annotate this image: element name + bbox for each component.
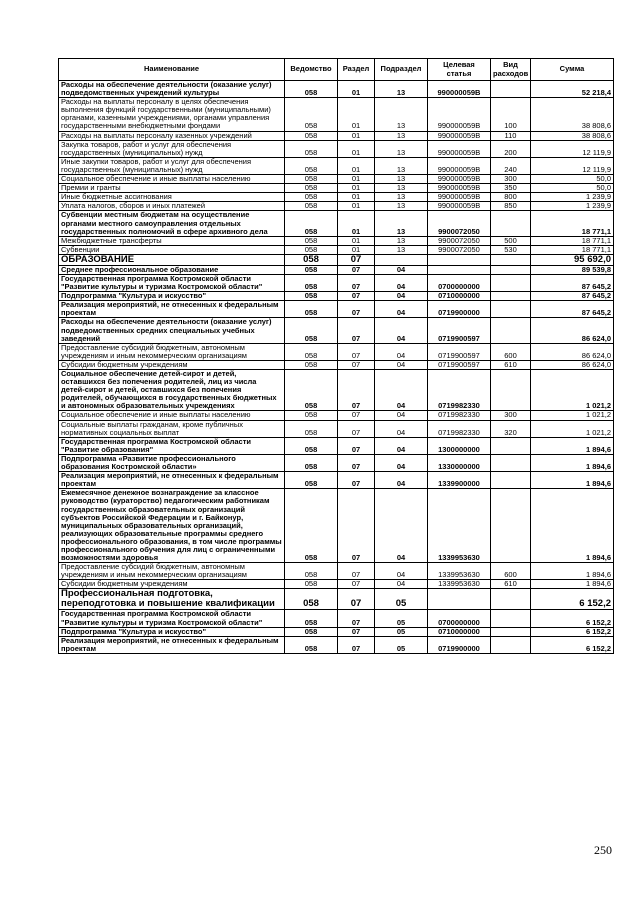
- row-type: 100: [491, 98, 531, 131]
- row-name: Иные бюджетные ассигнования: [59, 193, 285, 202]
- row-name: Подпрограмма "Культура и искусство": [59, 292, 285, 301]
- row-section: 07: [338, 343, 375, 360]
- row-section: 07: [338, 563, 375, 580]
- header-type: Вид расходов: [491, 59, 531, 81]
- row-type: 530: [491, 245, 531, 254]
- row-sum: 95 692,0: [531, 254, 614, 265]
- row-type: 320: [491, 420, 531, 437]
- row-subsection: 04: [375, 454, 428, 471]
- row-name: Реализация мероприятий, не отнесенных к федеральным проектам: [59, 636, 285, 653]
- row-type: 240: [491, 157, 531, 174]
- row-target: 0719900000: [428, 301, 491, 318]
- table-row: [59, 589, 614, 610]
- row-subsection: 05: [375, 589, 428, 610]
- row-name: Субвенции местным бюджетам на осуществление органами местного самоуправления отдельных государственных полномочий в сфере архивного дела: [59, 211, 285, 236]
- row-sum: 6 152,2: [531, 610, 614, 627]
- row-section: 07: [338, 580, 375, 589]
- row-sum: 1 894,6: [531, 437, 614, 454]
- row-name: Реализация мероприятий, не отнесенных к федеральным проектам: [59, 472, 285, 489]
- row-subsection: 04: [375, 370, 428, 411]
- row-sum: 6 152,2: [531, 636, 614, 653]
- row-type: [491, 454, 531, 471]
- row-subsection: 05: [375, 627, 428, 636]
- row-subsection: 13: [375, 131, 428, 140]
- row-target: 990000059В: [428, 175, 491, 184]
- row-sum: 1 021,2: [531, 420, 614, 437]
- row-type: 600: [491, 343, 531, 360]
- row-subsection: 13: [375, 202, 428, 211]
- header-name: Наименование: [59, 59, 285, 81]
- table-row: [59, 420, 614, 437]
- row-type: [491, 274, 531, 291]
- row-sum: 52 218,4: [531, 81, 614, 98]
- row-type: 600: [491, 563, 531, 580]
- table-row: [59, 274, 614, 291]
- row-type: [491, 472, 531, 489]
- table-row: [59, 610, 614, 627]
- row-dept: 058: [285, 245, 338, 254]
- table-row: [59, 360, 614, 369]
- row-target: 990000059В: [428, 140, 491, 157]
- row-target: [428, 589, 491, 610]
- row-type: 300: [491, 411, 531, 420]
- row-sum: 38 808,6: [531, 98, 614, 131]
- row-section: 01: [338, 157, 375, 174]
- table-row: [59, 211, 614, 236]
- row-type: [491, 437, 531, 454]
- row-target: 9900072050: [428, 245, 491, 254]
- row-type: [491, 589, 531, 610]
- row-subsection: 04: [375, 343, 428, 360]
- row-dept: 058: [285, 193, 338, 202]
- row-section: 07: [338, 254, 375, 265]
- row-name: Премии и гранты: [59, 184, 285, 193]
- header-sum: Сумма: [531, 59, 614, 81]
- row-section: 01: [338, 245, 375, 254]
- row-dept: 058: [285, 98, 338, 131]
- row-type: [491, 211, 531, 236]
- row-subsection: [375, 254, 428, 265]
- row-section: 01: [338, 81, 375, 98]
- row-dept: 058: [285, 131, 338, 140]
- row-target: 0719982330: [428, 420, 491, 437]
- row-type: 350: [491, 184, 531, 193]
- row-type: [491, 610, 531, 627]
- row-target: 990000059В: [428, 157, 491, 174]
- table-row: [59, 580, 614, 589]
- header-target: Целевая статья: [428, 59, 491, 81]
- row-subsection: 04: [375, 301, 428, 318]
- row-target: 9900072050: [428, 211, 491, 236]
- row-dept: 058: [285, 610, 338, 627]
- row-target: 0710000000: [428, 292, 491, 301]
- row-dept: 058: [285, 472, 338, 489]
- row-name: Подпрограмма «Развитие профессионального образования Костромской области»: [59, 454, 285, 471]
- row-name: Субсидии бюджетным учреждениям: [59, 580, 285, 589]
- row-subsection: 04: [375, 420, 428, 437]
- table-row: [59, 202, 614, 211]
- row-type: [491, 81, 531, 98]
- row-dept: 058: [285, 437, 338, 454]
- row-subsection: 13: [375, 98, 428, 131]
- page-number: 250: [594, 843, 612, 857]
- row-dept: 058: [285, 265, 338, 274]
- row-sum: 6 152,2: [531, 627, 614, 636]
- row-dept: 058: [285, 589, 338, 610]
- row-dept: 058: [285, 360, 338, 369]
- row-name: Социальное обеспечение и иные выплаты населению: [59, 175, 285, 184]
- table-row: [59, 489, 614, 563]
- row-subsection: 04: [375, 292, 428, 301]
- row-section: 07: [338, 360, 375, 369]
- row-subsection: 13: [375, 81, 428, 98]
- row-target: 0719982330: [428, 411, 491, 420]
- row-target: 1339953630: [428, 489, 491, 563]
- row-type: [491, 636, 531, 653]
- row-sum: 18 771,1: [531, 245, 614, 254]
- table-row: [59, 265, 614, 274]
- row-name: Предоставление субсидий бюджетным, автономным учреждениям и иным некоммерческим организациям: [59, 343, 285, 360]
- row-section: 01: [338, 202, 375, 211]
- row-name: Субвенции: [59, 245, 285, 254]
- table-row: [59, 81, 614, 98]
- row-type: [491, 627, 531, 636]
- table-row: [59, 563, 614, 580]
- row-type: 610: [491, 360, 531, 369]
- row-sum: 1 894,6: [531, 472, 614, 489]
- row-sum: 12 119,9: [531, 157, 614, 174]
- row-type: 300: [491, 175, 531, 184]
- row-name: Социальные выплаты гражданам, кроме публичных нормативных социальных выплат: [59, 420, 285, 437]
- table-row: [59, 411, 614, 420]
- row-target: 0719900000: [428, 636, 491, 653]
- row-name: Государственная программа Костромской области "Развитие культуры и туризма Костромской области": [59, 610, 285, 627]
- row-dept: 058: [285, 318, 338, 343]
- row-subsection: 13: [375, 236, 428, 245]
- row-dept: 058: [285, 184, 338, 193]
- row-section: 07: [338, 301, 375, 318]
- row-name: Предоставление субсидий бюджетным, автономным учреждениям и иным некоммерческим организациям: [59, 563, 285, 580]
- row-target: 990000059В: [428, 202, 491, 211]
- row-section: 07: [338, 420, 375, 437]
- row-section: 07: [338, 265, 375, 274]
- row-sum: 1 239,9: [531, 193, 614, 202]
- row-type: [491, 265, 531, 274]
- row-target: 990000059В: [428, 184, 491, 193]
- row-section: 07: [338, 610, 375, 627]
- table-row: [59, 193, 614, 202]
- row-subsection: 04: [375, 437, 428, 454]
- table-row: [59, 627, 614, 636]
- row-section: 01: [338, 140, 375, 157]
- row-section: 07: [338, 274, 375, 291]
- row-name: Расходы на обеспечение деятельности (оказание услуг) подведомственных учреждений культуры: [59, 81, 285, 98]
- row-subsection: 04: [375, 472, 428, 489]
- row-target: 9900072050: [428, 236, 491, 245]
- row-subsection: 04: [375, 411, 428, 420]
- row-type: [491, 318, 531, 343]
- row-name: Реализация мероприятий, не отнесенных к федеральным проектам: [59, 301, 285, 318]
- budget-table: [58, 58, 614, 654]
- row-dept: 058: [285, 627, 338, 636]
- row-section: 01: [338, 175, 375, 184]
- row-target: 0700000000: [428, 274, 491, 291]
- table-row: [59, 157, 614, 174]
- row-section: 07: [338, 454, 375, 471]
- row-type: [491, 292, 531, 301]
- table-body: [59, 81, 614, 654]
- row-sum: 1 894,6: [531, 454, 614, 471]
- table-row: [59, 245, 614, 254]
- row-target: 0700000000: [428, 610, 491, 627]
- row-target: 1330000000: [428, 454, 491, 471]
- row-target: 1339953630: [428, 580, 491, 589]
- row-subsection: 13: [375, 211, 428, 236]
- row-section: 07: [338, 472, 375, 489]
- row-type: 110: [491, 131, 531, 140]
- table-row: [59, 236, 614, 245]
- row-section: 07: [338, 489, 375, 563]
- row-name: Расходы на выплаты персоналу казенных учреждений: [59, 131, 285, 140]
- row-subsection: 04: [375, 580, 428, 589]
- row-dept: 058: [285, 236, 338, 245]
- row-section: 01: [338, 98, 375, 131]
- table-row: [59, 343, 614, 360]
- row-dept: 058: [285, 636, 338, 653]
- row-name: Расходы на обеспечение деятельности (оказание услуг) подведомственных средних специальных учебных заведений: [59, 318, 285, 343]
- row-section: 07: [338, 589, 375, 610]
- table-row: [59, 131, 614, 140]
- row-target: 0719900597: [428, 318, 491, 343]
- table-row: [59, 301, 614, 318]
- row-dept: 058: [285, 370, 338, 411]
- row-name: Расходы на выплаты персоналу в целях обеспечения выполнения функций государственными (муниципальными) органами, казенными учреждениями, органами управления государственными внебюджетными фондами: [59, 98, 285, 131]
- header-dept: Ведомство: [285, 59, 338, 81]
- table-row: [59, 437, 614, 454]
- row-subsection: 04: [375, 318, 428, 343]
- row-target: 1339953630: [428, 563, 491, 580]
- row-dept: 058: [285, 301, 338, 318]
- row-section: 07: [338, 292, 375, 301]
- row-subsection: 04: [375, 489, 428, 563]
- row-name: Социальное обеспечение и иные выплаты населению: [59, 411, 285, 420]
- row-dept: 058: [285, 81, 338, 98]
- row-dept: 058: [285, 202, 338, 211]
- row-target: 0719900597: [428, 360, 491, 369]
- row-type: 610: [491, 580, 531, 589]
- row-sum: 1 021,2: [531, 411, 614, 420]
- row-sum: 1 894,6: [531, 580, 614, 589]
- row-type: 200: [491, 140, 531, 157]
- row-dept: 058: [285, 580, 338, 589]
- row-dept: 058: [285, 254, 338, 265]
- row-type: [491, 301, 531, 318]
- row-target: [428, 265, 491, 274]
- row-section: 07: [338, 411, 375, 420]
- row-sum: 86 624,0: [531, 360, 614, 369]
- row-section: 01: [338, 193, 375, 202]
- row-subsection: 04: [375, 360, 428, 369]
- row-sum: 89 539,8: [531, 265, 614, 274]
- row-sum: 87 645,2: [531, 301, 614, 318]
- row-subsection: 04: [375, 274, 428, 291]
- row-section: 07: [338, 636, 375, 653]
- row-subsection: 13: [375, 140, 428, 157]
- row-name: ОБРАЗОВАНИЕ: [59, 254, 285, 265]
- table-row: [59, 636, 614, 653]
- row-sum: 1 894,6: [531, 489, 614, 563]
- row-sum: 87 645,2: [531, 292, 614, 301]
- row-subsection: 13: [375, 157, 428, 174]
- row-section: 07: [338, 437, 375, 454]
- row-sum: 18 771,1: [531, 211, 614, 236]
- row-type: 850: [491, 202, 531, 211]
- row-name: Ежемесячное денежное вознаграждение за классное руководство (кураторство) педагогическим работникам государственных образовательных организаций субъектов Российской Федерации и г. Байконур, муниципальных образовательных организаций, реализующих образовательные программы среднего профессионального образования, в том числе программы профессионального обучения для лиц с ограниченными возможностями здоровья: [59, 489, 285, 563]
- row-name: Межбюджетные трансферты: [59, 236, 285, 245]
- row-section: 01: [338, 211, 375, 236]
- table-row: [59, 454, 614, 471]
- row-sum: 38 808,6: [531, 131, 614, 140]
- row-sum: 87 645,2: [531, 274, 614, 291]
- row-name: Иные закупки товаров, работ и услуг для обеспечения государственных (муниципальных) нужд: [59, 157, 285, 174]
- row-target: 0719982330: [428, 370, 491, 411]
- row-target: [428, 254, 491, 265]
- row-dept: 058: [285, 140, 338, 157]
- row-name: Закупка товаров, работ и услуг для обеспечения государственных (муниципальных) нужд: [59, 140, 285, 157]
- row-sum: 1 021,2: [531, 370, 614, 411]
- row-subsection: 04: [375, 265, 428, 274]
- table-row: [59, 175, 614, 184]
- row-type: [491, 254, 531, 265]
- row-sum: 50,0: [531, 175, 614, 184]
- row-sum: 50,0: [531, 184, 614, 193]
- row-name: Подпрограмма "Культура и искусство": [59, 627, 285, 636]
- row-dept: 058: [285, 274, 338, 291]
- row-type: 800: [491, 193, 531, 202]
- row-section: 01: [338, 131, 375, 140]
- row-section: 07: [338, 318, 375, 343]
- row-target: 1339900000: [428, 472, 491, 489]
- row-sum: 6 152,2: [531, 589, 614, 610]
- row-dept: 058: [285, 343, 338, 360]
- table-row: [59, 370, 614, 411]
- row-name: Субсидии бюджетным учреждениям: [59, 360, 285, 369]
- row-name: Уплата налогов, сборов и иных платежей: [59, 202, 285, 211]
- row-section: 07: [338, 627, 375, 636]
- row-dept: 058: [285, 420, 338, 437]
- table-header-row: [59, 59, 614, 81]
- row-type: 500: [491, 236, 531, 245]
- table-row: [59, 254, 614, 265]
- row-section: 07: [338, 370, 375, 411]
- budget-table-container: [58, 58, 613, 654]
- row-dept: 058: [285, 175, 338, 184]
- row-type: [491, 370, 531, 411]
- row-dept: 058: [285, 292, 338, 301]
- row-sum: 86 624,0: [531, 318, 614, 343]
- row-sum: 1 239,9: [531, 202, 614, 211]
- table-row: [59, 140, 614, 157]
- row-name: Профессиональная подготовка, переподготовка и повышение квалификации: [59, 589, 285, 610]
- row-dept: 058: [285, 411, 338, 420]
- header-section: Раздел: [338, 59, 375, 81]
- row-dept: 058: [285, 157, 338, 174]
- row-section: 01: [338, 184, 375, 193]
- row-dept: 058: [285, 489, 338, 563]
- row-target: 990000059В: [428, 98, 491, 131]
- row-sum: 18 771,1: [531, 236, 614, 245]
- row-target: 990000059В: [428, 81, 491, 98]
- table-row: [59, 318, 614, 343]
- table-row: [59, 98, 614, 131]
- header-subsection: Подраздел: [375, 59, 428, 81]
- row-sum: 86 624,0: [531, 343, 614, 360]
- row-subsection: 13: [375, 193, 428, 202]
- row-subsection: 05: [375, 636, 428, 653]
- row-sum: 12 119,9: [531, 140, 614, 157]
- row-dept: 058: [285, 211, 338, 236]
- row-target: 990000059В: [428, 193, 491, 202]
- row-subsection: 04: [375, 563, 428, 580]
- row-subsection: 05: [375, 610, 428, 627]
- row-subsection: 13: [375, 184, 428, 193]
- row-type: [491, 489, 531, 563]
- table-row: [59, 292, 614, 301]
- row-name: Среднее профессиональное образование: [59, 265, 285, 274]
- row-name: Государственная программа Костромской области "Развитие образования": [59, 437, 285, 454]
- table-row: [59, 472, 614, 489]
- row-target: 1300000000: [428, 437, 491, 454]
- row-subsection: 13: [375, 175, 428, 184]
- row-target: 0710000000: [428, 627, 491, 636]
- row-subsection: 13: [375, 245, 428, 254]
- row-target: 0719900597: [428, 343, 491, 360]
- row-section: 01: [338, 236, 375, 245]
- row-target: 990000059В: [428, 131, 491, 140]
- row-name: Государственная программа Костромской области "Развитие культуры и туризма Костромской области": [59, 274, 285, 291]
- row-dept: 058: [285, 454, 338, 471]
- row-sum: 1 894,6: [531, 563, 614, 580]
- row-name: Социальное обеспечение детей-сирот и детей, оставшихся без попечения родителей, лиц из числа детей-сирот и детей, оставшихся без попечения родителей, обучающихся в государственных бюджетных и автономных образовательных учреждениях: [59, 370, 285, 411]
- table-row: [59, 184, 614, 193]
- row-dept: 058: [285, 563, 338, 580]
